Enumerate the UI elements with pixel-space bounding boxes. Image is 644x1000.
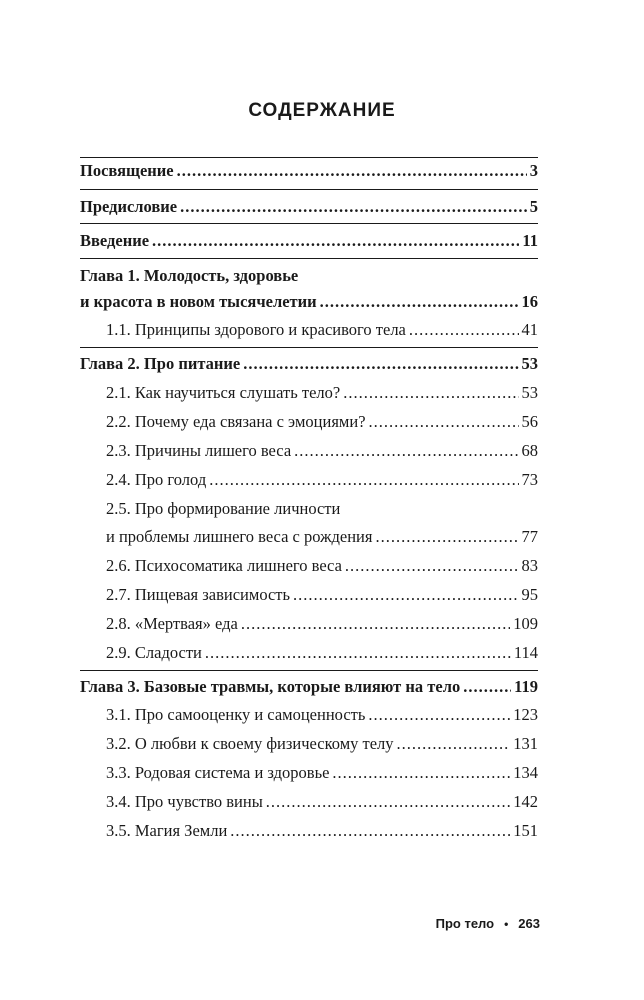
toc-entry-introduction[interactable] — [80, 231, 538, 251]
divider — [80, 157, 538, 158]
dot-leader — [209, 470, 518, 490]
toc-page-number: 134 — [513, 763, 538, 782]
toc-entry-chapter-1[interactable] — [80, 292, 538, 312]
toc-entry-label: 2.8. «Мертвая» еда — [106, 614, 238, 633]
toc-entry-2-3[interactable] — [80, 441, 538, 461]
toc-entry-label: 2.7. Пищевая зависимость — [106, 585, 291, 604]
toc-entry-3-1[interactable] — [80, 705, 538, 725]
divider — [80, 223, 538, 224]
bullet-separator: • — [504, 916, 509, 931]
toc-entry-chapter-2[interactable] — [80, 354, 538, 374]
page-number: 263 — [518, 916, 540, 931]
toc-entry-3-3[interactable] — [80, 763, 538, 783]
toc-entry-2-5-line1: 2.5. Про формирование личности — [106, 499, 341, 518]
dot-leader — [243, 354, 518, 374]
toc-entry-label: Введение — [80, 231, 150, 250]
toc-entry-label: Глава 2. Про питание — [80, 354, 241, 373]
toc-entry-2-9[interactable] — [80, 643, 538, 663]
dot-leader — [343, 383, 518, 403]
toc-page-number: 56 — [521, 412, 538, 431]
toc-entry-3-2[interactable] — [80, 734, 538, 754]
dot-leader — [152, 231, 519, 251]
dot-leader — [409, 320, 519, 340]
dot-leader — [205, 643, 511, 663]
toc-entry-2-5[interactable] — [80, 527, 538, 547]
toc-entry-2-6[interactable] — [80, 556, 538, 576]
toc-entry-label: Предисловие — [80, 197, 178, 216]
toc-entry-3-4[interactable] — [80, 792, 538, 812]
toc-page-number: 73 — [521, 470, 538, 489]
toc-entry-label: 2.2. Почему еда связана с эмоциями? — [106, 412, 366, 431]
toc-entry-label: 3.1. Про самооценку и самоценность — [106, 705, 366, 724]
toc-entry-label: 3.3. Родовая система и здоровье — [106, 763, 330, 782]
toc-entry-2-7[interactable] — [80, 585, 538, 605]
toc-page-number: 53 — [521, 354, 538, 373]
toc-page-number: 41 — [521, 320, 538, 339]
divider — [80, 347, 538, 348]
toc-entry-label: 3.4. Про чувство вины — [106, 792, 263, 811]
toc-page-number: 3 — [529, 161, 538, 180]
dot-leader — [177, 161, 527, 181]
toc-page-number: 53 — [521, 383, 538, 402]
dot-leader — [345, 556, 519, 576]
dot-leader — [230, 821, 510, 841]
page-title: СОДЕРЖАНИЕ — [248, 100, 396, 121]
toc-entry-label: Посвящение — [80, 161, 174, 180]
toc-entry-2-1[interactable] — [80, 383, 538, 403]
divider — [80, 670, 538, 671]
divider — [80, 189, 538, 190]
toc-entry-label: 3.2. О любви к своему физическому телу — [106, 734, 394, 753]
dot-leader — [293, 585, 518, 605]
divider — [80, 258, 538, 259]
toc-entry-3-5[interactable] — [80, 821, 538, 841]
toc-page-number: 16 — [521, 292, 538, 311]
dot-leader — [332, 763, 510, 783]
running-footer — [436, 916, 540, 931]
toc-chapter-1-line1: Глава 1. Молодость, здоровье — [80, 266, 299, 285]
toc-entry-label: 1.1. Принципы здорового и красивого тела — [106, 320, 406, 339]
dot-leader — [241, 614, 510, 634]
toc-entry-label: 2.1. Как научиться слушать тело? — [106, 383, 341, 402]
toc-page-number: 114 — [513, 643, 538, 662]
toc-page-number: 119 — [514, 677, 538, 696]
dot-leader — [368, 705, 510, 725]
toc-entry-preface[interactable] — [80, 197, 538, 217]
toc-page-number: 77 — [521, 527, 538, 546]
toc-page-number: 5 — [529, 197, 538, 216]
dot-leader — [180, 197, 527, 217]
toc-entry-dedication[interactable] — [80, 161, 538, 181]
book-title: Про тело — [435, 916, 495, 931]
toc-entry-label: 2.9. Сладости — [106, 643, 202, 662]
toc-entry-label: 2.4. Про голод — [106, 470, 207, 489]
toc-page-number: 131 — [513, 734, 538, 753]
dot-leader — [266, 792, 510, 812]
dot-leader — [375, 527, 518, 547]
toc-page-number: 11 — [522, 231, 538, 250]
toc-page-number: 109 — [513, 614, 538, 633]
toc-page-number: 95 — [521, 585, 538, 604]
toc-entry-label: и красота в новом тысячелетии — [80, 292, 317, 311]
table-of-contents — [80, 157, 538, 841]
toc-entry-1-1[interactable] — [80, 320, 538, 340]
toc-page-number: 123 — [513, 705, 538, 724]
toc-entry-label: 3.5. Магия Земли — [106, 821, 228, 840]
toc-entry-2-8[interactable] — [80, 614, 538, 634]
toc-entry-label: 2.6. Психосоматика лишнего веса — [106, 556, 342, 575]
dot-leader — [397, 734, 511, 754]
dot-leader — [369, 412, 519, 432]
dot-leader — [320, 292, 519, 312]
dot-leader — [294, 441, 518, 461]
toc-entry-label: Глава 3. Базовые травмы, которые влияют на тело — [80, 677, 461, 696]
toc-entry-chapter-3[interactable] — [80, 677, 538, 697]
toc-page-number: 142 — [513, 792, 538, 811]
toc-page-number: 83 — [521, 556, 538, 575]
dot-leader — [463, 677, 511, 697]
toc-entry-label: 2.3. Причины лишего веса — [106, 441, 292, 460]
toc-page-number: 68 — [521, 441, 538, 460]
toc-entry-label: и проблемы лишнего веса с рождения — [106, 527, 373, 546]
toc-page-number: 151 — [513, 821, 538, 840]
toc-entry-2-2[interactable] — [80, 412, 538, 432]
toc-entry-2-4[interactable] — [80, 470, 538, 490]
